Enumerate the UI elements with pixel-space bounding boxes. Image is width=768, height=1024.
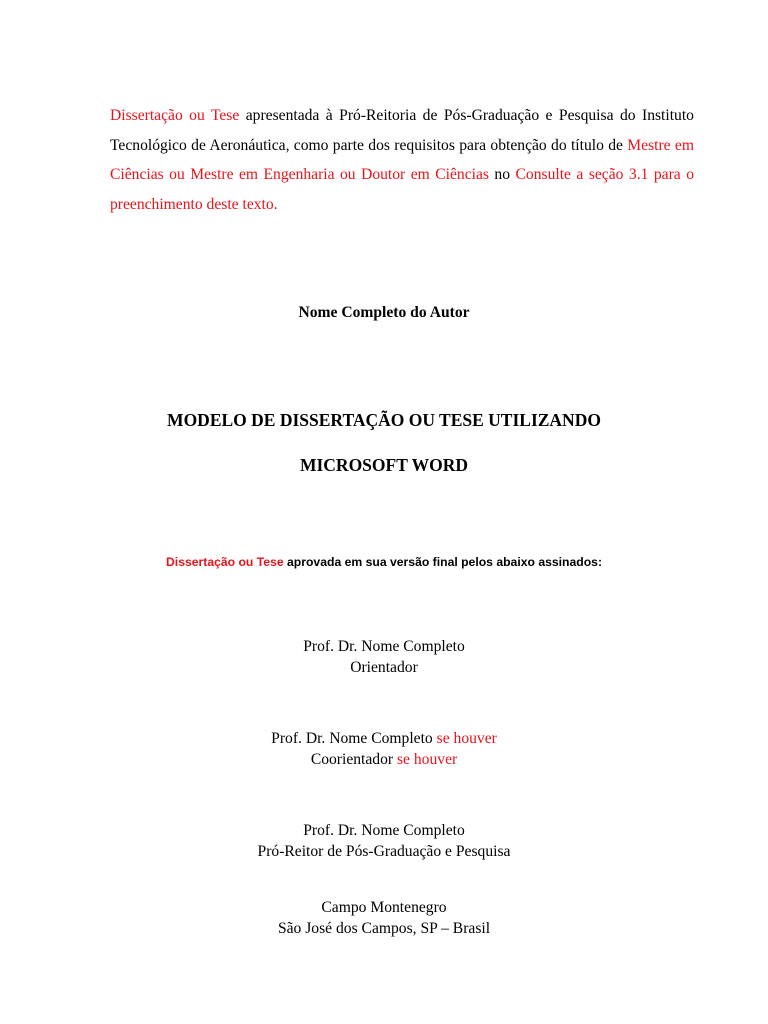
place-line-2: São José dos Campos, SP – Brasil (277, 919, 491, 937)
coadvisor-name: Prof. Dr. Nome Completo (271, 730, 433, 747)
intro-program-placeholder: Consulte a seção 3.1 para o preenchimento deste texto. (110, 166, 694, 213)
coadvisor-name-note: se houver (432, 730, 497, 747)
signature-block-dean (0, 821, 768, 862)
signature-block-coadvisor (0, 729, 768, 770)
approval-text: aprovada em sua versão final pelos abaixo assinados: (283, 555, 602, 569)
place-block (0, 898, 768, 939)
advisor-role: Orientador (350, 658, 418, 676)
author-name: Nome Completo do Autor (298, 304, 470, 321)
approval-statement (0, 552, 768, 572)
document-title-line-1: MODELO DE DISSERTAÇÃO OU TESE UTILIZANDO (167, 410, 601, 430)
dean-name: Prof. Dr. Nome Completo (303, 822, 465, 839)
advisor-name: Prof. Dr. Nome Completo (303, 638, 465, 655)
place-line-1: Campo Montenegro (321, 899, 447, 916)
intro-doc-type-placeholder: Dissertação ou Tese (110, 107, 240, 124)
intro-paragraph (110, 101, 694, 219)
intro-text-2: no (488, 166, 516, 183)
dean-role: Pró-Reitor de Pós-Graduação e Pesquisa (257, 842, 511, 860)
document-title-line-2: MICROSOFT WORD (299, 455, 469, 475)
intro-text-1: apresentada à Pró-Reitoria de Pós-Graduação e Pesquisa do Instituto Tecnológico de Aeronáutica, como parte dos requisitos para obtenção do título de (110, 107, 694, 154)
coadvisor-name-line (0, 729, 768, 750)
approval-doc-type-placeholder: Dissertação ou Tese (166, 555, 284, 569)
coadvisor-role: Coorientador (310, 750, 394, 768)
signature-block-advisor (0, 637, 768, 678)
coadvisor-role-line (0, 750, 768, 771)
intro-degree-placeholder: Mestre em Ciências ou Mestre em Engenharia ou Doutor em Ciências (110, 136, 694, 183)
coadvisor-role-note: se houver (393, 750, 458, 768)
